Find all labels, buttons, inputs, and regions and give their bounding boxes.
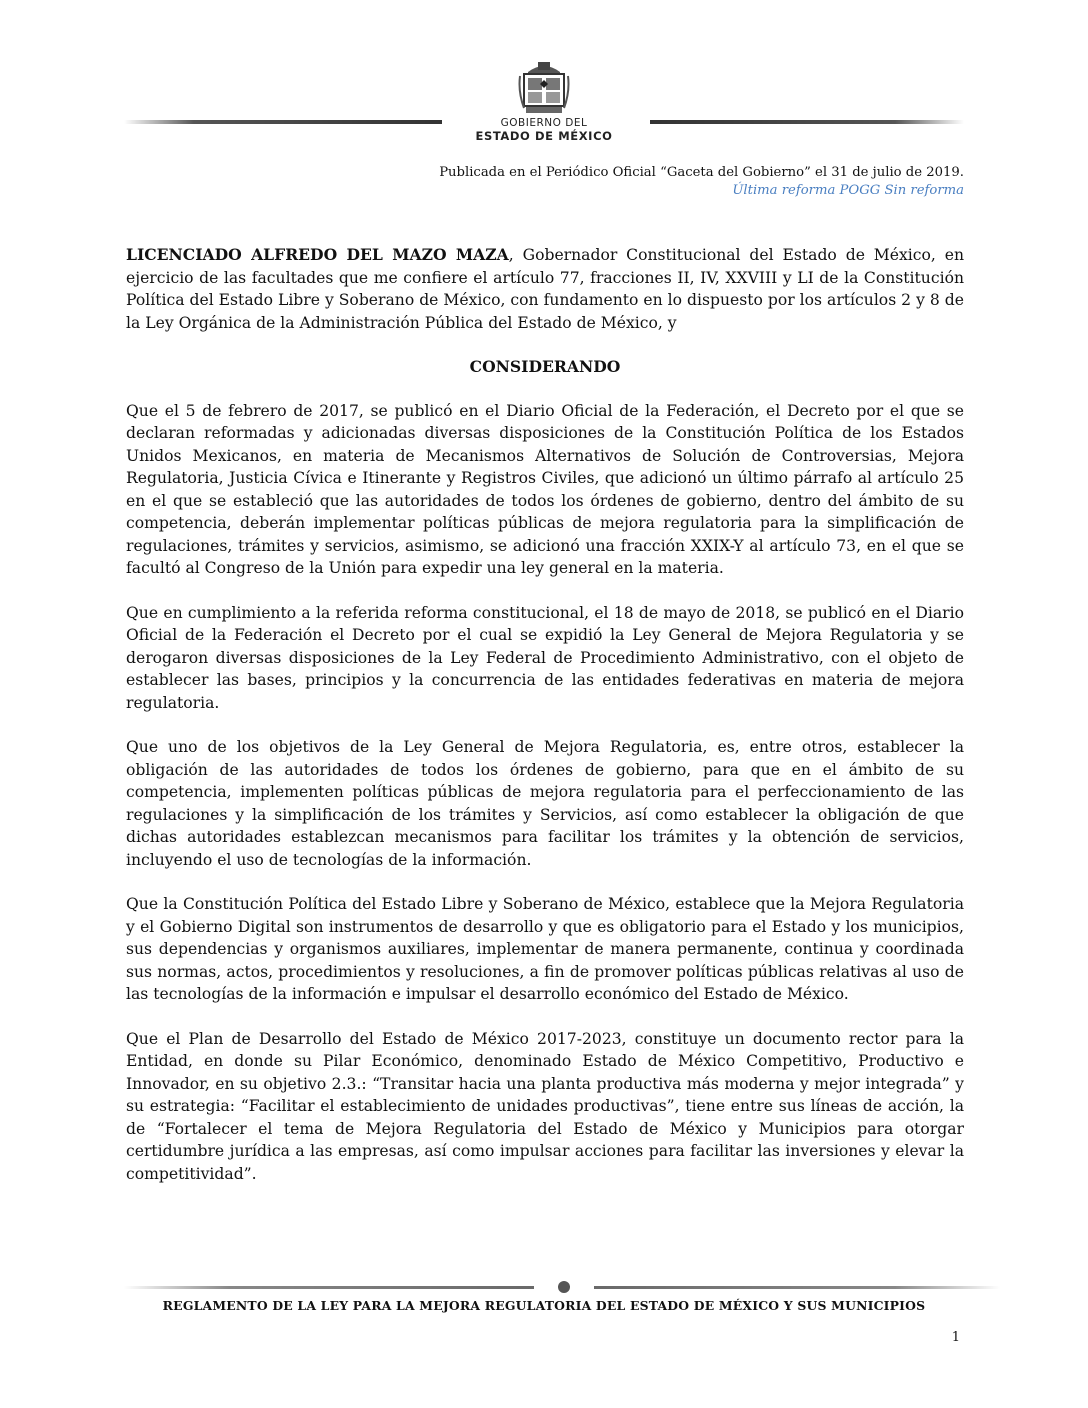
considerando-paragraph-1: Que el 5 de febrero de 2017, se publicó en el Diario Oficial de la Federación, el Decreto por el que se declaran reformadas y adicionadas diversas disposiciones de la Constitución Política de los Estados Unidos Mexicanos, en materia de Mecanismos Alternativos de Solución de Controversias, Mejora Regulatoria, Justicia Cívica e Itinerante y Registros Civiles, que adicionó un último párrafo al artículo 25 en el que se estableció que las autoridades de todos los órdenes de gobierno, dentro del ámbito de su competencia, deberán implementar políticas públicas de mejora regulatoria para la simplificación de regulaciones, trámites y servicios, asimismo, se adicionó una fracción XXIX-Y al artículo 73, en el que se facultó al Congreso de la Unión para expedir una ley general en la materia. xyxy=(126,401,964,577)
considerando-paragraph-3: Que uno de los objetivos de la Ley General de Mejora Regulatoria, es, entre otros, establecer la obligación de las autoridades de todos los órdenes de gobierno, para que en el ámbito de su competencia, implementen políticas públicas de mejora regulatoria para el perfeccionamiento de las regulaciones y la simplificación de los trámites y Servicios, así como establecer la obligación de que dichas autoridades establezcan mecanismos para facilitar los trámites y la obtención de servicios, incluyendo el uso de tecnologías de la información. xyxy=(126,738,964,869)
org-name-line1: GOBIERNO DEL xyxy=(500,117,588,129)
intro-text: , Gobernador Constitucional del Estado de México, en ejercicio de las facultades que me confiere el artículo 77, fracciones II, IV, XXVIII y LI de la Constitución Política del Estado Libre y Soberano de México, con fundamento en lo dispuesto por los artículos 2 y 8 de la Ley Orgánica de la Administración Pública del Estado de México, y xyxy=(126,246,965,332)
org-name-line2: ESTADO DE MÉXICO xyxy=(475,129,613,143)
footer-dot-icon xyxy=(558,1281,570,1293)
last-reform-line: Última reforma POGG Sin reforma xyxy=(732,183,964,198)
footer-title: REGLAMENTO DE LA LEY PARA LA MEJORA REGULATORIA DEL ESTADO DE MÉXICO Y SUS MUNICIPIOS xyxy=(162,1298,926,1313)
state-coat-of-arms-icon xyxy=(518,58,570,116)
header-rule-right xyxy=(650,120,964,124)
document-body xyxy=(126,244,964,1207)
intro-paragraph xyxy=(126,244,964,334)
considerando-paragraph-4: Que la Constitución Política del Estado Libre y Soberano de México, establece que la Mejora Regulatoria y el Gobierno Digital son instrumentos de desarrollo y que es obligatorio para el Estado y los municipios, sus dependencias y organismos auxiliares, implementar de manera permanente, continua y coordinada sus normas, actos, procedimientos y resoluciones, a fin de promover políticas públicas relativas al uso de las tecnologías de la información e impulsar el desarrollo económico del Estado de México. xyxy=(126,895,964,1003)
page-number: 1 xyxy=(951,1330,960,1345)
document-header xyxy=(0,0,1088,150)
section-heading: CONSIDERANDO xyxy=(469,357,621,376)
publication-line: Publicada en el Periódico Oficial “Gaceta del Gobierno” el 31 de julio de 2019. xyxy=(439,165,964,180)
considerando-paragraph-5: Que el Plan de Desarrollo del Estado de México 2017-2023, constituye un documento rector para la Entidad, en donde su Pilar Económico, denominado Estado de México Competitivo, Productivo e Innovador, en su objetivo 2.3.: “Transitar hacia una planta productiva más moderna y mejor integrada” y su estrategia: “Facilitar el establecimiento de unidades productivas”, tiene entre sus líneas de acción, la de “Fortalecer el tema de Mejora Regulatoria del Estado de México y Municipios para otorgar certidumbre jurídica a las empresas, así como impulsar acciones para facilitar las inversiones y elevar la competitividad”. xyxy=(126,1029,964,1183)
considerando-paragraph-2: Que en cumplimiento a la referida reforma constitucional, el 18 de mayo de 2018, se publicó en el Diario Oficial de la Federación el Decreto por el cual se expidió la Ley General de Mejora Regulatoria y se derogaron diversas disposiciones de la Ley Federal de Procedimiento Administrativo, con el objeto de establecer las bases, principios y la concurrencia de las entidades federativas en materia de mejora regulatoria. xyxy=(126,603,964,712)
governor-name: LICENCIADO ALFREDO DEL MAZO MAZA xyxy=(126,245,509,264)
header-rule-left xyxy=(124,120,442,124)
publication-note xyxy=(439,164,964,200)
